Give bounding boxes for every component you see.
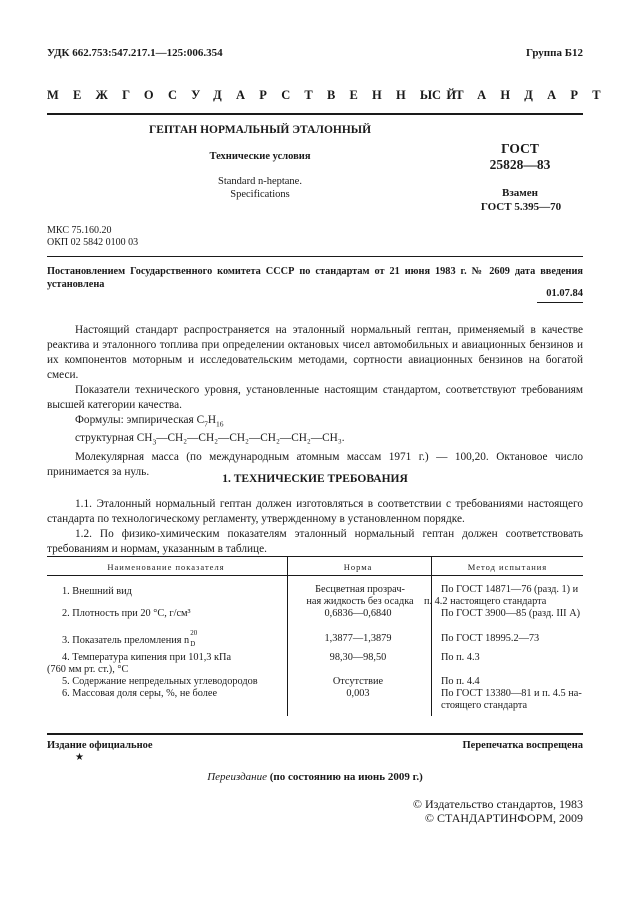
star-icon: ★ <box>75 752 84 763</box>
group-code: Группа Б12 <box>526 47 583 59</box>
intro-text <box>47 323 583 480</box>
document-title: ГЕПТАН НОРМАЛЬНЫЙ ЭТАЛОННЫЙ <box>148 124 372 136</box>
row-name: 2. Плотность при 20 °С, г/см³ <box>62 608 191 619</box>
gost-label: ГОСТ <box>501 141 539 156</box>
row-method: По ГОСТ 18995.2—73 <box>441 633 540 644</box>
row-norm: 0,6836—0,6840 <box>324 608 392 619</box>
row-method: По ГОСТ 14871—76 (разд. 1) и п. 4.2 настоящего стандарта <box>424 584 579 607</box>
table-top-rule <box>47 556 583 557</box>
footer-rule <box>47 733 583 735</box>
banner-right: СТАНДАРТ <box>432 88 615 102</box>
introduction-date: 01.07.84 <box>546 288 583 299</box>
intro-paragraph-scope: Настоящий стандарт распространяется на эталонный нормальный гептан, применяемый в качестве реактива и эталонного топлива при определении октановых чисел автомобильных и авиационных бензинов и их компонентов моторным и исследовательским методами, сортности авиационных бензинов на богатой смеси. <box>47 324 583 381</box>
table-header-name: Наименование показателя <box>107 562 225 572</box>
row-norm: 98,30—98,50 <box>329 652 387 663</box>
udk-code: УДК 662.753:547.217.1—125:006.354 <box>47 47 223 59</box>
decree-text: Постановлением Государственного комитета СССР по стандартам от 21 июня 1983 г. № 2609 дата введения установлена <box>47 266 583 290</box>
row-name: 4. Температура кипения при 101,3 кПа (760 мм рт. ст.), °С <box>47 652 232 675</box>
replaces-value: ГОСТ 5.395—70 <box>480 201 562 213</box>
copyright-line-1: © Издательство стандартов, 1983 <box>412 797 583 811</box>
formula-empirical: Формулы: эмпирическая $C_7H_{16}$ <box>75 414 224 429</box>
row-name: 6. Массовая доля серы, %, не более <box>62 688 218 699</box>
row-norm: 0,003 <box>346 688 370 699</box>
row-name: 1. Внешний вид <box>62 586 132 597</box>
clause-1-1: 1.1. Эталонный нормальный гептан должен изготовляться в соответствии с требованиями настоящего стандарта по технологическому регламенту, утвержденному в установленном порядке. <box>47 498 583 525</box>
replaces-label: Взамен <box>502 187 538 199</box>
row-name: 5. Содержание непредельных углеводородов <box>62 676 258 687</box>
row-norm: Отсутствие <box>332 676 384 687</box>
english-title-line2: Specifications <box>230 189 290 200</box>
row-norm: 1,3877—1,3879 <box>324 633 392 644</box>
official-edition: Издание официальное <box>47 740 153 751</box>
row-method: По ГОСТ 3900—85 (разд. III А) <box>441 608 581 619</box>
date-underline <box>537 302 583 303</box>
section-text <box>47 497 583 557</box>
table-header-method: Метод испытания <box>467 562 548 572</box>
section-heading: 1. ТЕХНИЧЕСКИЕ ТРЕБОВАНИЯ <box>222 473 408 485</box>
okp-code: ОКП 02 5842 0100 03 <box>47 237 139 248</box>
english-title-line1: Standard n-heptane. <box>218 176 302 187</box>
gost-number: 25828—83 <box>489 157 551 172</box>
clause-1-2: 1.2. По физико-химическим показателям эталонный нормальный гептан должен соответствовать требованиям и нормам, указанным в таблице. <box>47 528 583 555</box>
row-name: 3. Показатель преломления n 20 D <box>62 629 198 648</box>
mks-code: МКС 75.160.20 <box>47 225 112 236</box>
codes-rule <box>47 256 583 257</box>
document-subtitle: Технические условия <box>209 151 311 162</box>
reprint-prohibited: Перепечатка воспрещена <box>462 740 583 751</box>
molecular-mass-paragraph: Молекулярная масса (по международным атомным массам 1971 г.) — 100,20. Октановое число принимается за нуль. <box>47 450 583 478</box>
header-rule <box>47 113 583 115</box>
row-method: По ГОСТ 13380—81 и п. 4.5 на- стоящего стандарта <box>441 688 582 711</box>
reissue-note: Переиздание (по состоянию на июнь 2009 г.) <box>207 771 423 783</box>
intro-paragraph-quality: Показатели технического уровня, установленные настоящим стандартом, соответствуют требованиям высшей категории качества. <box>47 384 583 411</box>
table-header-rule <box>47 575 583 576</box>
banner-left: МЕЖГОСУДАРСТВЕННЫЙ <box>47 88 471 102</box>
formula-structural: структурная $CH_3—CH_2—CH_2—CH_2—CH_2—CH_2—CH_3$. <box>75 432 345 447</box>
table-header-norm: Норма <box>343 562 373 572</box>
row-method: По п. 4.4 <box>441 676 480 687</box>
row-method: По п. 4.3 <box>441 652 480 663</box>
row-norm: Бесцветная прозрач- ная жидкость без осадка <box>306 584 414 607</box>
copyright-line-2: © СТАНДАРТИНФОРМ, 2009 <box>424 811 583 825</box>
